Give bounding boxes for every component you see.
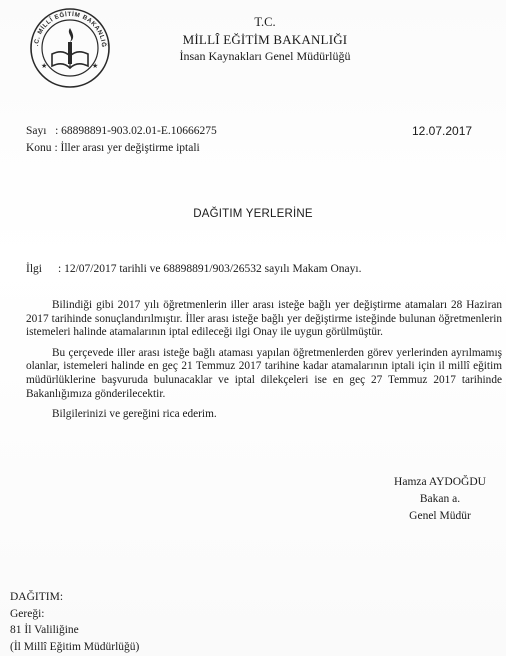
document-date: 12.07.2017 xyxy=(412,124,473,138)
sayi-label: Sayı xyxy=(26,125,47,137)
body-paragraph-3: Bilgilerinizi ve gereğini rica ederim. xyxy=(52,408,217,421)
distribution-gereği: Gereği: xyxy=(10,607,45,620)
signature-block xyxy=(385,474,495,525)
sayi-value: 68898891-903.02.01-E.10666275 xyxy=(61,125,217,137)
recipients-heading: DAĞITIM YERLERİNE xyxy=(193,208,313,220)
department-name: İnsan Kaynakları Genel Müdürlüğü xyxy=(179,49,351,63)
ilgi-value: 12/07/2017 tarihli ve 68898891/903/26532 sayılı Makam Onayı. xyxy=(64,263,362,275)
ilgi-row: İlgi : 12/07/2017 tarihli ve 68898891/903/26532 sayılı Makam Onayı. xyxy=(26,263,362,275)
distribution-line-1: 81 İl Valiliğine xyxy=(10,624,79,636)
ministry-seal-icon xyxy=(28,6,112,90)
letter-body xyxy=(26,299,502,429)
ministry-name: MİLLÎ EĞİTİM BAKANLIĞI xyxy=(182,32,348,47)
signatory-title-1: Bakan a. xyxy=(419,493,461,505)
signatory-title-2: Genel Müdür xyxy=(409,510,471,522)
distribution-block xyxy=(10,589,139,655)
body-paragraph-2: Bu çerçevede iller arası isteğe bağlı ataması yapılan öğretmenlerden görev yerlerinden ayrılmamış olanlar, istemeleri halinde en geç 21 Temmuz 2017 tarihine kadar atamalarının iptali için il millî eğitim müdürlüklerine başvuruda bulunacaklar ve iptal dilekçeleri ise en geç 27 Temmuz 2017 tarihinde Bakanlığımıza gönderilecektir. xyxy=(26,346,502,400)
svg-text:★: ★ xyxy=(41,62,48,70)
letterhead xyxy=(150,14,380,65)
distribution-title: DAĞITIM: xyxy=(10,591,64,603)
distribution-line-2: (İl Millî Eğitim Müdürlüğü) xyxy=(10,640,140,653)
svg-text:★: ★ xyxy=(92,62,99,70)
ilgi-label: İlgi xyxy=(26,263,42,275)
svg-text:T.C. MİLLÎ EĞİTİM BAKANLIĞI: .C. MİLLÎ EĞİTİM BAKANLIĞ xyxy=(33,10,108,48)
country-label: T.C. xyxy=(254,15,276,29)
konu-row: Konu : İller arası yer değiştirme iptali xyxy=(26,142,200,154)
signatory-name: Hamza AYDOĞDU xyxy=(394,476,486,488)
body-paragraph-1: Bilindiği gibi 2017 yılı öğretmenlerin iller arası isteğe bağlı yer değiştirme atamaları 28 Haziran 2017 tarihinde sonuçlandırılmıştır. İller arası isteğe bağlı yer değiştirme isteğinde bulunan öğretmenlerin istemeleri halinde atamalarının iptal edileceği ilgi Onay ile uygun görülmüştür. xyxy=(26,299,502,339)
document-meta xyxy=(26,123,217,157)
konu-label: Konu xyxy=(26,142,52,154)
sayi-row: Sayı : 68898891-903.02.01-E.10666275 xyxy=(26,125,217,137)
konu-value: İller arası yer değiştirme iptali xyxy=(60,142,200,154)
